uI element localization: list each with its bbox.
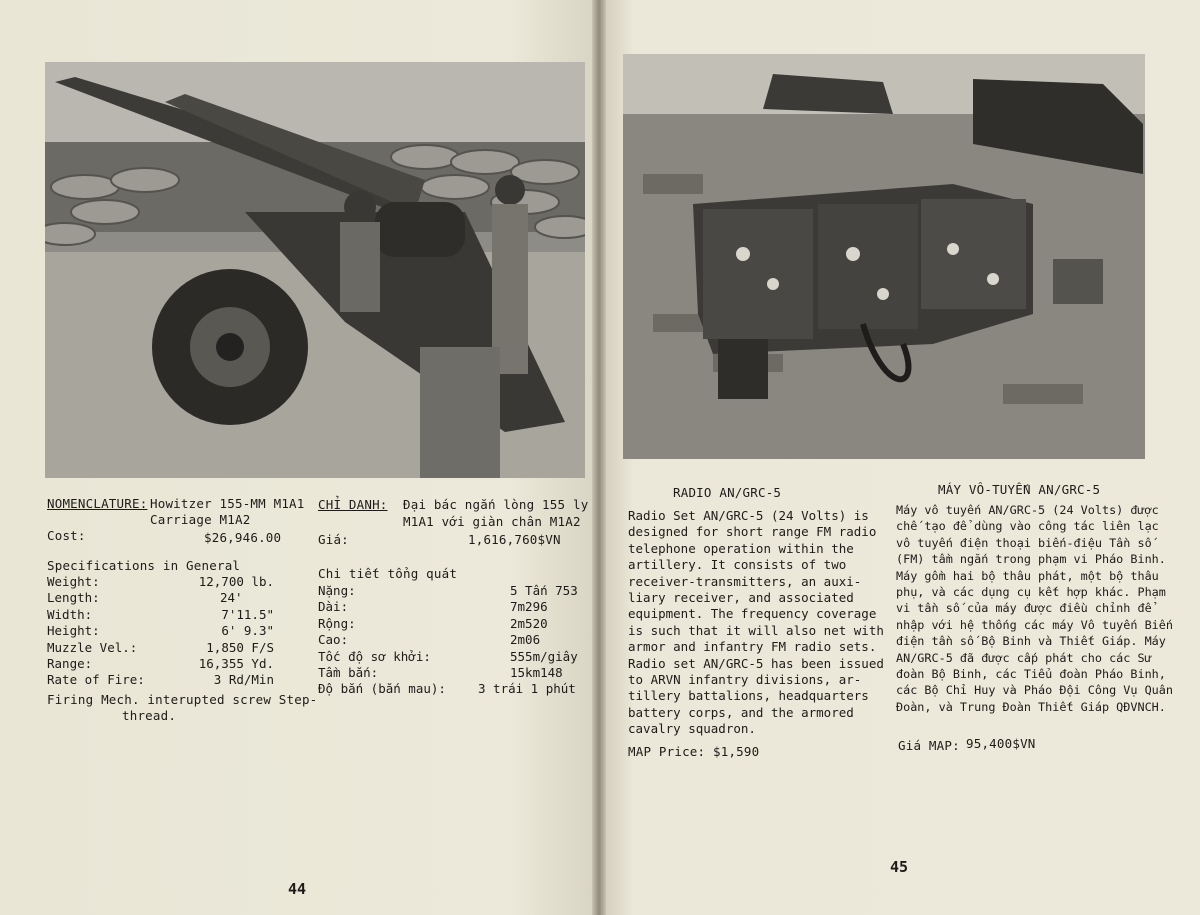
map-price-value: $1,590 <box>713 744 760 759</box>
en-line: to ARVN infantry divisions, ar- <box>628 672 862 688</box>
book-spine <box>592 0 606 915</box>
vn-spec-value: 3 trái 1 phút <box>478 681 576 697</box>
spec-value: 12,700 lb. <box>198 574 274 589</box>
en-line: battery corps, and the armored <box>628 704 854 720</box>
right-page <box>598 0 1200 915</box>
spec-label: Weight: <box>47 574 100 589</box>
en-line: liary receiver, and associated <box>628 590 854 606</box>
vn-specs-heading: Chi tiết tổng quát <box>318 566 458 581</box>
vn-spec-value: 2m06 <box>510 632 541 648</box>
vn-spec-label: Tốc độ sơ khởi: <box>318 648 431 664</box>
vn-spec-value: 15km148 <box>510 665 563 681</box>
vn-line: điện tần số Bộ Binh và Thiết Giáp. Máy <box>896 634 1166 649</box>
spec-label: Height: <box>47 623 100 639</box>
specs-values <box>150 574 274 689</box>
spec-value: 3 Rd/Min <box>213 672 274 688</box>
vn-line: (FM) tầm ngắn trong phạm vi Pháo Binh. <box>896 552 1166 567</box>
vn-spec-label: Cao: <box>318 632 349 648</box>
vn-specs-values <box>478 583 588 698</box>
vn-spec-label: Độ bắn (bắn mau): <box>318 681 446 697</box>
firing-mech-line1: Firing Mech. interupted screw Step- <box>47 692 318 707</box>
vn-line: chế tạo để dùng vào công tác liên lạc <box>896 519 1159 534</box>
vn-spec-value: 7m296 <box>510 599 548 615</box>
en-line: tillery battalions, headquarters <box>628 688 869 704</box>
en-line: is such that it will also net with <box>628 622 884 638</box>
vn-line: đoàn Bộ Binh, các Tiểu đoàn Pháo Binh, <box>896 667 1166 682</box>
en-line: cavalry squadron. <box>628 721 756 737</box>
radio-photo <box>623 54 1145 459</box>
vn-spec-label: Rộng: <box>318 615 356 631</box>
spec-value: 7'11.5" <box>221 606 274 622</box>
spec-value: 24' <box>220 590 243 606</box>
vn-line: Đoàn, và Trung Đoàn Thiết Giáp QĐVNCH. <box>896 699 1166 714</box>
vn-line: Máy gồm hai bộ thâu phát, một bộ thâu <box>896 568 1159 583</box>
vn-spec-value: 2m520 <box>510 615 548 631</box>
vn-line: Máy vô tuyến AN/GRC-5 (24 Volts) được <box>896 503 1159 517</box>
en-line: artillery. It consists of two <box>628 557 847 573</box>
firing-mech-line2: thread. <box>122 708 177 723</box>
page-number: 44 <box>288 880 307 898</box>
spec-label: Range: <box>47 656 93 672</box>
left-page <box>0 0 598 915</box>
gia-value: 1,616,760$VN <box>468 532 561 547</box>
cost-value: $26,946.00 <box>204 530 282 545</box>
cost-label: Cost: <box>47 528 86 543</box>
nomenclature-value-2: Carriage M1A2 <box>150 512 251 527</box>
gia-map-value: 95,400$VN <box>966 736 1036 751</box>
spec-value: 1,850 F/S <box>206 639 274 655</box>
vn-line: các Bộ Chỉ Huy và Pháo Đội Công Vụ Quân <box>896 683 1173 698</box>
nomenclature-value: Howitzer 155-MM M1A1 <box>150 496 305 511</box>
specs-heading: Specifications in General <box>47 558 241 573</box>
en-title: RADIO AN/GRC-5 <box>673 485 782 500</box>
chi-danh-value: Đại bác ngắn lòng 155 ly <box>403 497 589 512</box>
vn-line: AN/GRC-5 đã được cấp phát cho các Sư <box>896 650 1152 665</box>
vn-spec-value: 555m/giây <box>510 648 578 664</box>
map-price-label: MAP Price: <box>628 744 706 759</box>
nomenclature-label: NOMENCLATURE: <box>47 496 148 511</box>
spec-label: Length: <box>47 590 100 606</box>
vn-spec-value: 5 Tấn 753 <box>510 583 578 598</box>
en-line: receiver-transmitters, an auxi- <box>628 573 862 589</box>
vn-spec-label: Nặng: <box>318 583 356 598</box>
vn-spec-label: Tầm bắn: <box>318 665 379 681</box>
chi-danh-label: CHỈ DANH: <box>318 497 388 512</box>
spec-value: 16,355 Yd. <box>198 656 274 672</box>
howitzer-photo <box>45 62 585 478</box>
en-line: Radio Set AN/GRC-5 (24 Volts) is <box>628 508 869 523</box>
en-line: armor and infantry FM radio sets. <box>628 639 877 655</box>
en-line: equipment. The frequency coverage <box>628 606 877 622</box>
vn-title: MÁY VÔ-TUYẾN AN/GRC-5 <box>938 482 1101 497</box>
gia-label: Giá: <box>318 532 349 547</box>
vn-line: phụ, và các dụng cụ kết hợp khác. Phạm <box>896 585 1166 600</box>
vn-spec-label: Dài: <box>318 599 349 615</box>
en-body <box>628 508 888 738</box>
gia-map-label: Giá MAP: <box>898 738 960 753</box>
en-line: designed for short range FM radio <box>628 524 877 540</box>
vn-line: vi tần số của máy được điều chỉnh để <box>896 601 1152 616</box>
vn-specs-labels <box>318 583 478 698</box>
spec-label: Width: <box>47 606 93 622</box>
spec-label: Muzzle Vel.: <box>47 639 138 655</box>
en-line: Radio set AN/GRC-5 has been issued <box>628 655 884 671</box>
spec-value: 6' 9.3" <box>221 623 274 639</box>
vn-line: vô tuyến điện thoại biến-điệu Tần số <box>896 535 1152 550</box>
vn-line: nhập với hệ thống các máy Vô tuyến Biến <box>896 617 1173 632</box>
page-number: 45 <box>890 858 909 876</box>
en-line: telephone operation within the <box>628 540 854 556</box>
chi-danh-value-2: M1A1 với giàn chân M1A2 <box>403 514 581 529</box>
vn-body <box>896 502 1196 715</box>
spec-label: Rate of Fire: <box>47 672 145 688</box>
